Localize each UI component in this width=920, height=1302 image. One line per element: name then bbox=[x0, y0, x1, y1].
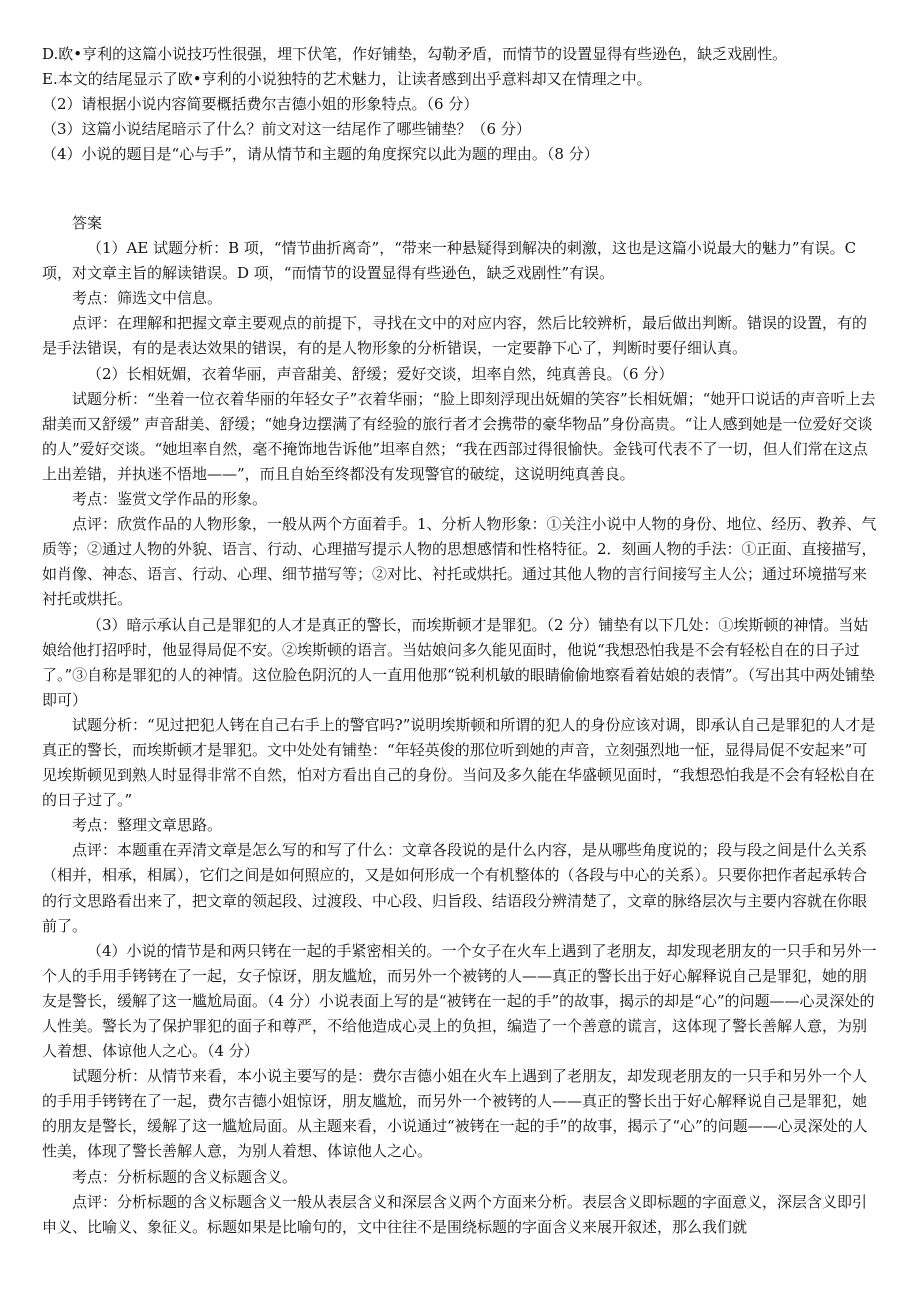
answer-1-comment: 点评：在理解和把握文章主要观点的前提下，寻找在文中的对应内容，然后比较辨析，最后做出判断。错误的设置，有的是手法错误，有的是表达效果的错误，有的是人物形象的分析错误，一定要静下心了，判断时要仔细认真。 bbox=[42, 314, 868, 358]
question-3: （3）这篇小说结尾暗示了什么？前文对这一结尾作了哪些铺垫？（6 分） bbox=[42, 120, 531, 139]
answer-2-analysis: 试题分析：“坐着一位衣着华丽的年轻女子”衣着华丽；“脸上即刻浮现出妩媚的笑容”长相妩媚；“她开口说话的声音听上去甜美而又舒缓” 声音甜美、舒缓；“她身边摆满了有经验的旅行者才会携带的豪华物品”身份高贵。“让人感到她是一位爱好交谈的人”爱好交谈。“她坦率自然，毫不掩饰地告诉他”坦率自然；“我在西部过得很愉快。金钱可代表不了一切，但人们常在这点上出差错，并执迷不悟地——”，而且自始至终都没有发现警官的破绽，这说明纯真善良。 bbox=[42, 389, 876, 483]
answer-3-comment: 点评：本题重在弄清文章是怎么写的和写了什么：文章各段说的是什么内容，是从哪些角度说的；段与段之间是什么关系（相并，相承，相属），它们之间是如何照应的，又是如何形成一个有机整体的（各段与中心的关系）。只要你把作者起承转合的行文思路看出来了，把文章的领起段、过渡段、中心段、归旨段、结语段分辨清楚了，文章的脉络层次与主要内容就在你眼前了。 bbox=[42, 841, 868, 935]
answer-4: （4）小说的情节是和两只铐在一起的手紧密相关的。一个女子在火车上遇到了老朋友，却发现老朋友的一只手和另外一个人的手用手铐铐在了一起，女子惊讶，朋友尴尬，而另外一个被铐的人——真正的警长出于好心解释说自己是罪犯，她的朋友是警长，缓解了这一尴尬局面。（4 分）小说表面上写的是“被铐在一起的手”的故事，揭示的却是“心”的问题——心灵深处的人性美。警长为了保护罪犯的面子和尊严，不给他造成心灵上的负担，编造了一个善意的谎言，这体现了警长善解人意，为别人着想、体谅他人之心。（4 分） bbox=[42, 941, 877, 1061]
question-4: （4）小说的题目是“心与手”，请从情节和主题的角度探究以此为题的理由。（8 分） bbox=[42, 145, 599, 164]
answer-3: （3）暗示承认自己是罪犯的人才是真正的警长，而埃斯顿才是罪犯。（2 分）铺垫有以下几处：①埃斯顿的神情。当姑娘给他打招呼时，他显得局促不安。②埃斯顿的语言。当姑娘问多久能见面时，他说“我想恐怕我是不会有轻松自在的日子过了。”③自称是罪犯的人的神情。这位脸色阴沉的人一直用他那“锐利机敏的眼睛偷偷地察看着姑娘的表情”。（写出其中两处铺垫即可） bbox=[42, 615, 876, 709]
answer-2-comment: 点评：欣赏作品的人物形象，一般从两个方面着手。1、分析人物形象：①关注小说中人物的身份、地位、经历、教养、气质等；②通过人物的外貌、语言、行动、心理描写提示人物的思想感情和性格特征。2．刻画人物的手法：①正面、直接描写，如肖像、神态、语言、行动、心理、细节描写等；②对比、衬托或烘托。通过其他人物的言行间接写主人公；通过环境描写来衬托或烘托。 bbox=[42, 515, 877, 609]
answer-3-analysis: 试题分析：“见过把犯人铐在自己右手上的警官吗?”说明埃斯顿和所谓的犯人的身份应该对调，即承认自己是罪犯的人才是真正的警长，而埃斯顿才是罪犯。文中处处有铺垫：“年轻英俊的那位听到她的声音，立刻强烈地一怔，显得局促不安起来”可见埃斯顿见到熟人时显得非常不自然，怕对方看出自己的身份。当问及多久能在华盛顿见面时，“我想恐怕我是不会有轻松自在的日子过了。” bbox=[42, 715, 876, 810]
question-2: （2）请根据小说内容简要概括费尔吉德小姐的形象特点。（6 分） bbox=[42, 95, 479, 114]
option-e: E.本文的结尾显示了欧•亨利的小说独特的艺术魅力，让读者感到出乎意料却又在情理之中。 bbox=[42, 70, 652, 89]
answer-section bbox=[42, 211, 878, 1240]
answer-4-comment: 点评：分析标题的含义标题含义一般从表层含义和深层含义两个方面来分析。表层含义即标题的字面意义，深层含义即引申义、比喻义、象征义。标题如果是比喻句的，文中往往不是围绕标题的字面含义来展开叙述，那么我们就 bbox=[42, 1192, 868, 1236]
answer-1-point: 考点：筛选文中信息。 bbox=[72, 289, 223, 308]
answer-1: （1）AE 试题分析：B 项，“情节曲折离奇”，“带来一种悬疑得到解决的刺激，这也是这篇小说最大的魅力”有误。C 项，对文章主旨的解读错误。D 项，“而情节的设置显得有些逊色，缺乏戏剧性”有误。 bbox=[42, 239, 857, 283]
answer-heading: 答案 bbox=[72, 214, 103, 232]
answer-4-point: 考点：分析标题的含义标题含义。 bbox=[72, 1167, 298, 1186]
answer-3-point: 考点：整理文章思路。 bbox=[72, 816, 223, 835]
question-section bbox=[42, 42, 878, 167]
answer-2-point: 考点：鉴赏文学作品的形象。 bbox=[72, 490, 268, 509]
answer-2: （2）长相妩媚，衣着华丽，声音甜美、舒缓；爱好交谈，坦率自然，纯真善良。（6 分） bbox=[87, 364, 674, 383]
answer-4-analysis: 试题分析：从情节来看，本小说主要写的是：费尔吉德小姐在火车上遇到了老朋友，却发现老朋友的一只手和另外一个人的手用手铐铐在了一起，费尔吉德小姐惊讶，朋友尴尬，而另外一个被铐的人——真正的警长出于好心解释说自己是罪犯，她的朋友是警长，缓解了这一尴尬局面。从主题来看，小说通过“被铐在一起的手”的故事，揭示了“心”的问题——心灵深处的人性美，体现了警长善解人意，为别人着想、体谅他人之心。 bbox=[42, 1067, 868, 1161]
option-d: D.欧•亨利的这篇小说技巧性很强，埋下伏笔，作好铺垫，勾勒矛盾，而情节的设置显得有些逊色，缺乏戏剧性。 bbox=[42, 45, 788, 63]
